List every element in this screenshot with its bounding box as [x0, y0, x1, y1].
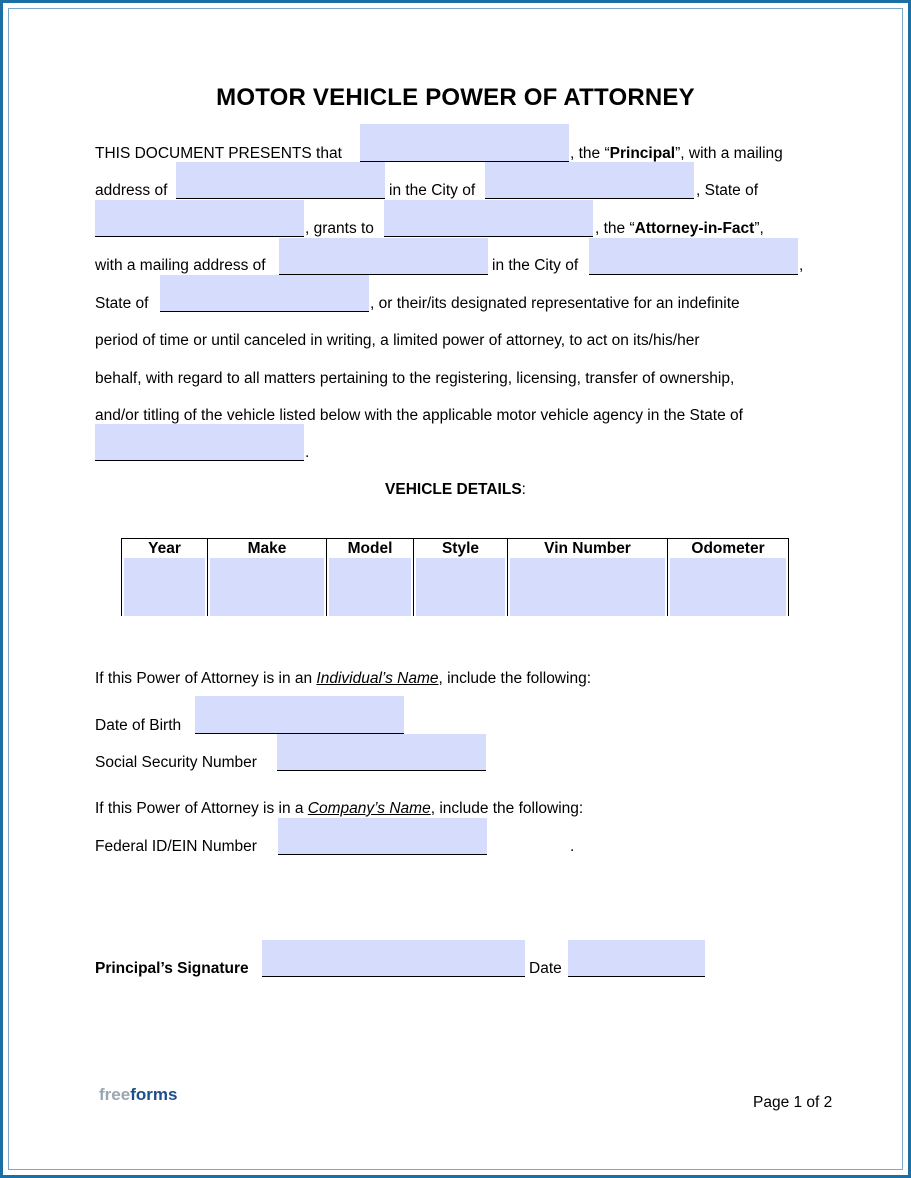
ssn-label: Social Security Number	[95, 754, 257, 771]
text-in-city-of: in the City of	[389, 182, 476, 199]
company-name-term: Company’s Name	[307, 800, 431, 817]
text-this-document: THIS DOCUMENT PRESENTS that	[95, 145, 342, 162]
column-year	[121, 539, 207, 616]
column-header-make: Make	[247, 540, 287, 557]
attorney-address-field[interactable]	[279, 238, 488, 275]
text-address-of: address of	[95, 182, 168, 199]
ein-period: .	[570, 838, 575, 855]
principal-term: Principal	[609, 145, 676, 162]
text-attorney-clause: , the “Attorney-in-Fact”,	[595, 220, 764, 237]
year-field[interactable]	[124, 558, 205, 616]
odometer-field[interactable]	[670, 558, 786, 616]
attorney-state-field[interactable]	[160, 275, 369, 312]
attorney-city-field[interactable]	[589, 238, 798, 275]
dob-field[interactable]	[195, 696, 404, 734]
text-state-of: , State of	[696, 182, 759, 199]
document-title: MOTOR VEHICLE POWER OF ATTORNEY	[216, 84, 695, 111]
column-model	[326, 539, 413, 616]
signature-field[interactable]	[262, 940, 525, 977]
date-label: Date	[529, 960, 562, 977]
text-designated-rep: , or their/its designated representative for an indefinite	[370, 295, 740, 312]
column-style	[413, 539, 507, 616]
principal-state-field[interactable]	[95, 200, 304, 237]
individual-intro: If this Power of Attorney is in an Individual’s Name, include the following:	[95, 670, 591, 687]
column-header-model: Model	[347, 540, 393, 557]
principal-address-field[interactable]	[176, 162, 385, 199]
column-vin	[507, 539, 667, 616]
column-odometer	[667, 539, 789, 616]
attorney-name-field[interactable]	[384, 200, 593, 237]
principal-name-field[interactable]	[360, 124, 569, 162]
attorney-in-fact-term: Attorney-in-Fact	[634, 220, 755, 237]
signature-label: Principal’s Signature	[95, 960, 249, 977]
column-header-odometer: Odometer	[691, 540, 765, 557]
text-comma: ,	[799, 257, 804, 274]
freeforms-logo: freeforms	[99, 1085, 178, 1104]
ssn-field[interactable]	[277, 734, 486, 771]
column-header-year: Year	[148, 540, 181, 557]
dob-label: Date of Birth	[95, 717, 182, 734]
text-period: .	[305, 444, 310, 461]
date-field[interactable]	[568, 940, 705, 977]
page-number: Page 1 of 2	[753, 1094, 833, 1111]
vehicle-details-heading: VEHICLE DETAILS:	[385, 481, 526, 498]
vin-field[interactable]	[510, 558, 665, 616]
vehicle-details-table	[121, 538, 789, 616]
style-field[interactable]	[416, 558, 505, 616]
principal-city-field[interactable]	[485, 162, 694, 199]
ein-label: Federal ID/EIN Number	[95, 838, 257, 855]
individual-name-term: Individual’s Name	[316, 670, 439, 687]
text-grants-to: , grants to	[305, 220, 374, 237]
make-field[interactable]	[210, 558, 324, 616]
text-line-8: and/or titling of the vehicle listed below with the applicable motor vehicle agency in the State of	[95, 407, 743, 424]
ein-field[interactable]	[278, 818, 487, 855]
column-make	[207, 539, 326, 616]
agency-state-field[interactable]	[95, 424, 304, 461]
company-intro: If this Power of Attorney is in a Company’s Name, include the following:	[95, 800, 584, 817]
text-state-of-2: State of	[95, 295, 149, 312]
text-line-6: period of time or until canceled in writing, a limited power of attorney, to act on its/his/her	[95, 332, 700, 349]
text-in-city-of-2: in the City of	[492, 257, 579, 274]
model-field[interactable]	[329, 558, 411, 616]
column-header-style: Style	[441, 540, 480, 557]
text-principal-clause: , the “Principal”, with a mailing	[570, 145, 783, 162]
text-line-7: behalf, with regard to all matters pertaining to the registering, licensing, transfer of ownership,	[95, 370, 735, 387]
text-mailing-address-of: with a mailing address of	[95, 257, 266, 274]
column-header-vin: Vin Number	[544, 540, 631, 557]
